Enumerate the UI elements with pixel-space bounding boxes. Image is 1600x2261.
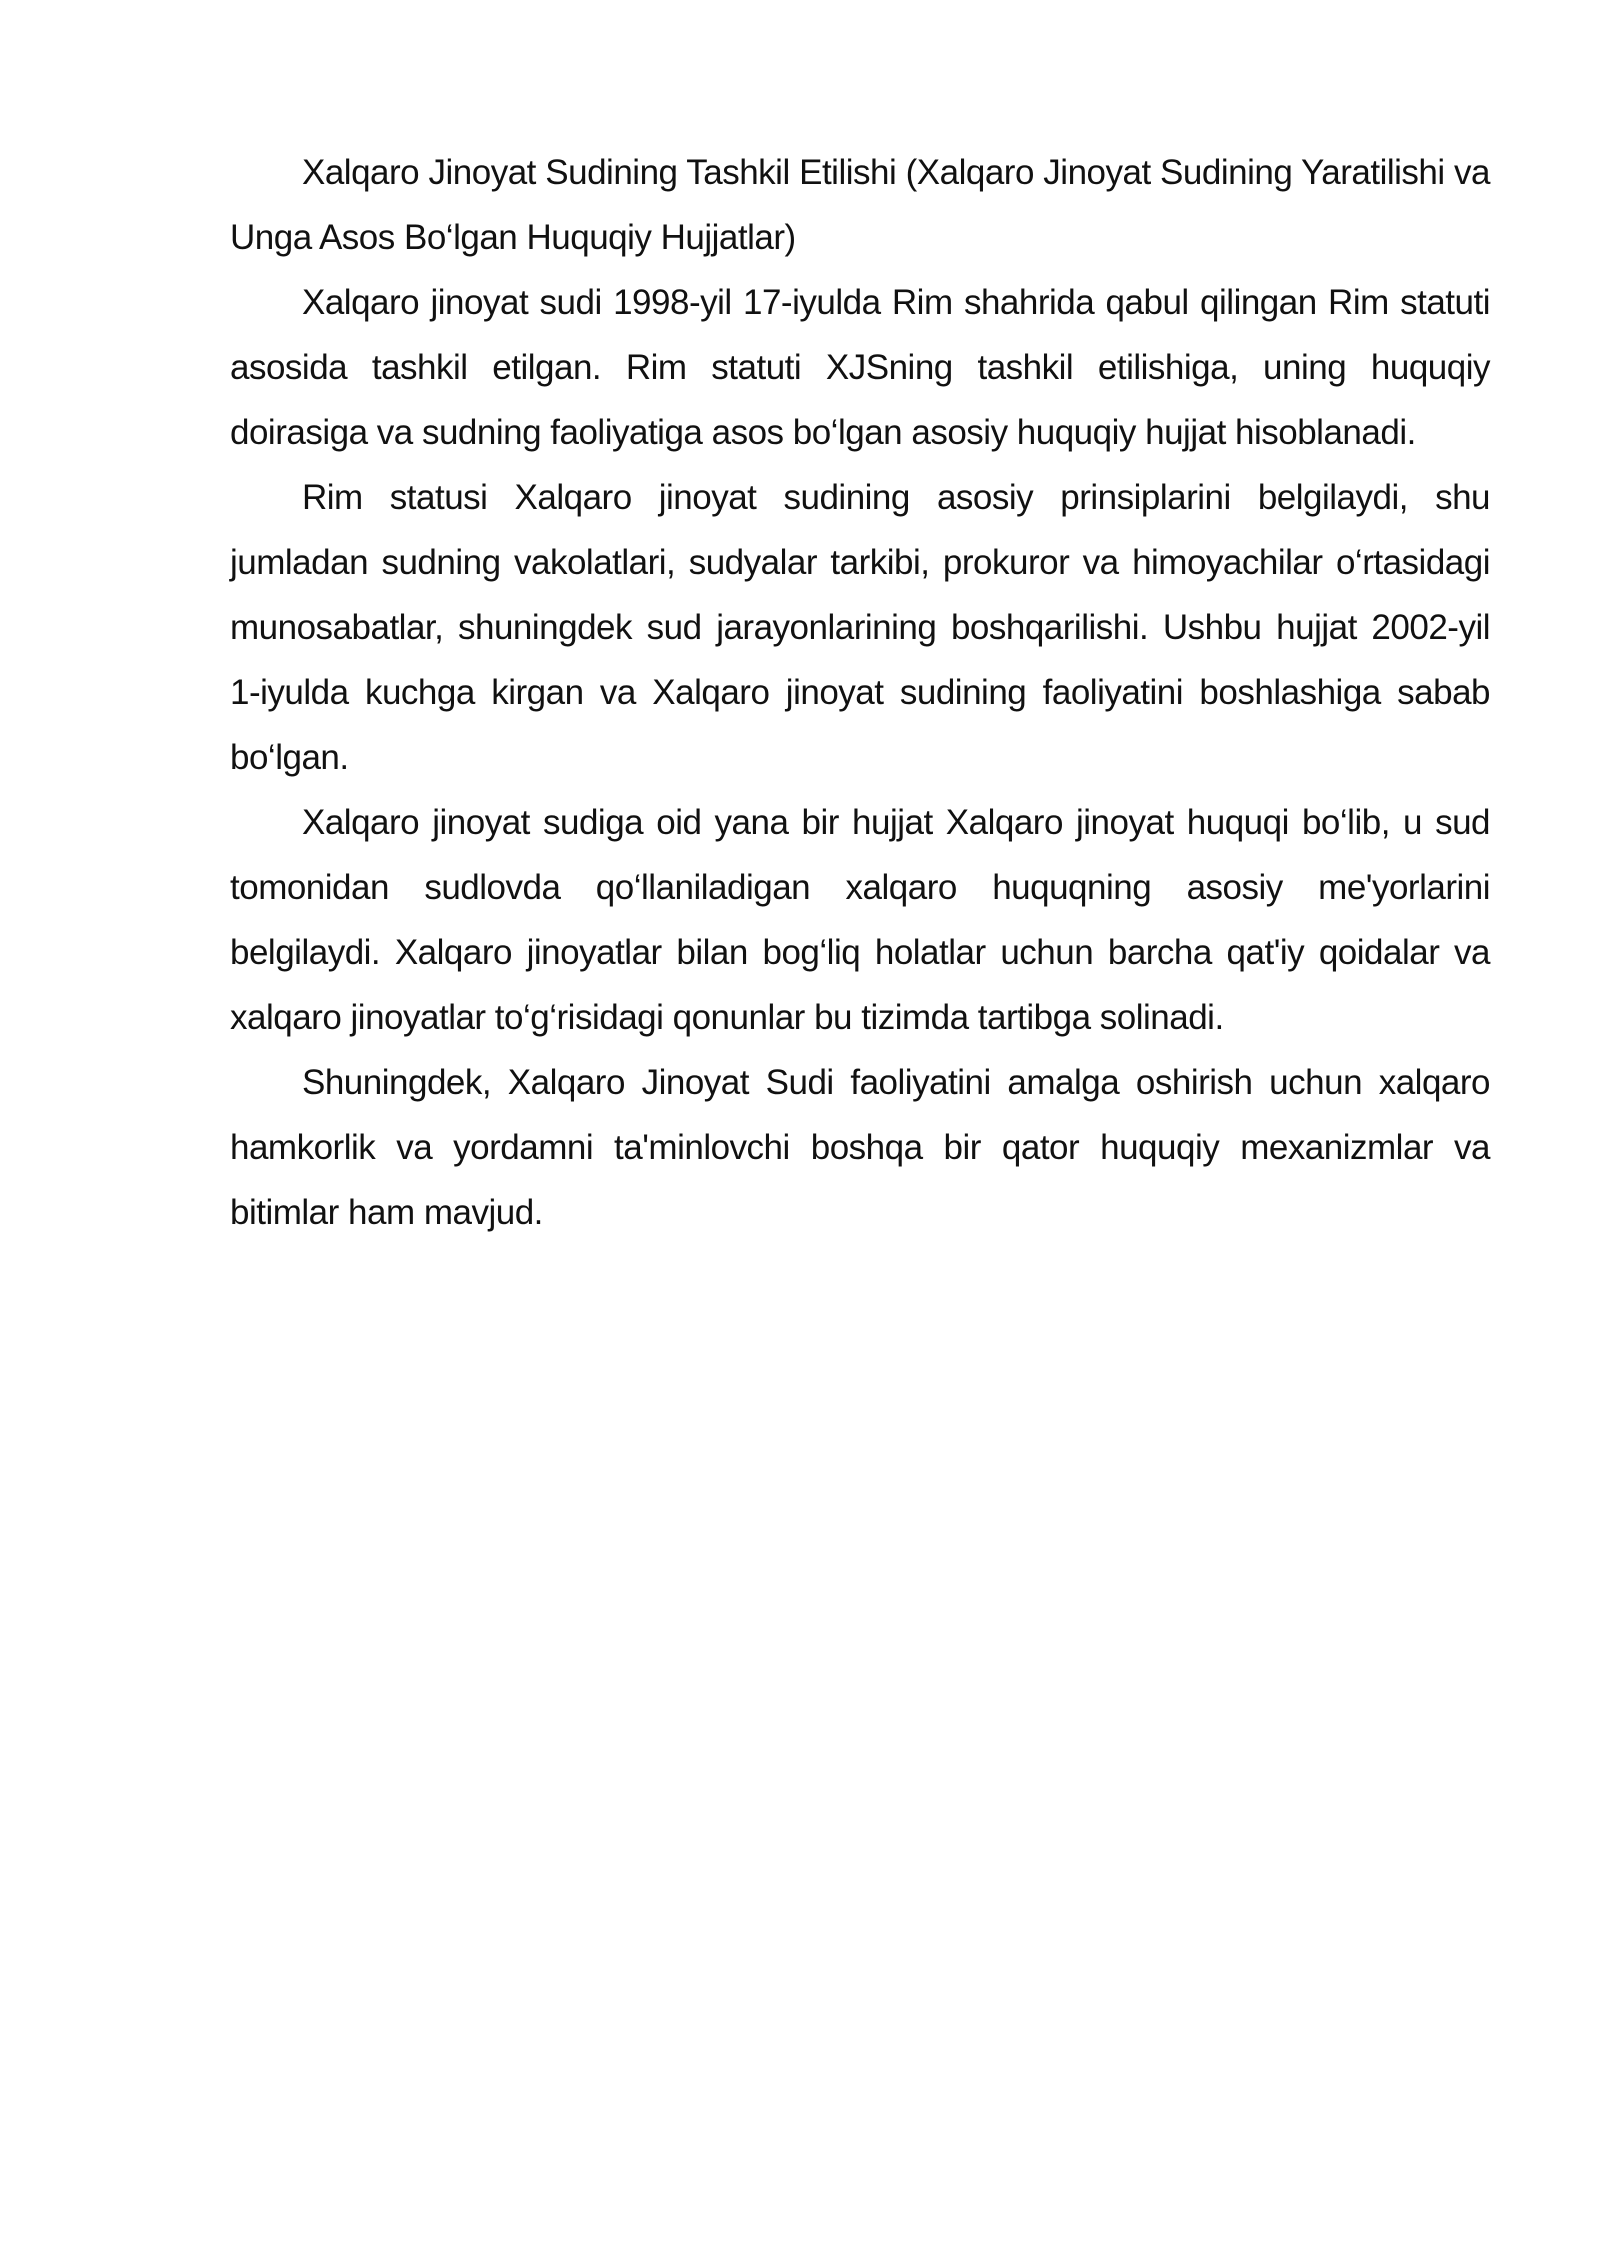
paragraph-criminal-law: Xalqaro jinoyat sudiga oid yana bir hujjat Xalqaro jinoyat huquqi bo‘lib, u sud tomonidan sudlovda qo‘llaniladigan xalqaro huquqning asosiy me'yorlarini belgilaydi. Xalqaro jinoyatlar bilan bog‘liq holatlar uchun barcha qat'iy qoidalar va xalqaro jinoyatlar to‘g‘risidagi qonunlar bu tizimda tartibga solinadi.	[230, 803, 1490, 1037]
paragraph-cooperation: Shuningdek, Xalqaro Jinoyat Sudi faoliyatini amalga oshirish uchun xalqaro hamkorlik va yordamni ta'minlovchi boshqa bir qator huquqiy mexanizmlar va bitimlar ham mavjud.	[230, 1063, 1490, 1232]
paragraph-statute-principles: Rim statusi Xalqaro jinoyat sudining asosiy prinsiplarini belgilaydi, shu jumladan sudning vakolatlari, sudyalar tarkibi, prokuror va himoyachilar o‘rtasidagi munosabatlar, shuningdek sud jarayonlarining boshqarilishi. Ushbu hujjat 2002-yil 1-iyulda kuchga kirgan va Xalqaro jinoyat sudining faoliyatini boshlashiga sabab bo‘lgan.	[230, 478, 1490, 777]
document-body	[230, 140, 1490, 1245]
paragraph-rome-statute: Xalqaro jinoyat sudi 1998-yil 17-iyulda Rim shahrida qabul qilingan Rim statuti asosida tashkil etilgan. Rim statuti XJSning tashkil etilishiga, uning huquqiy doirasiga va sudning faoliyatiga asos bo‘lgan asosiy huquqiy hujjat hisoblanadi.	[230, 283, 1490, 452]
document-title: Xalqaro Jinoyat Sudining Tashkil Etilishi (Xalqaro Jinoyat Sudining Yaratilishi va Unga Asos Bo‘lgan Huquqiy Hujjatlar)	[230, 153, 1490, 257]
